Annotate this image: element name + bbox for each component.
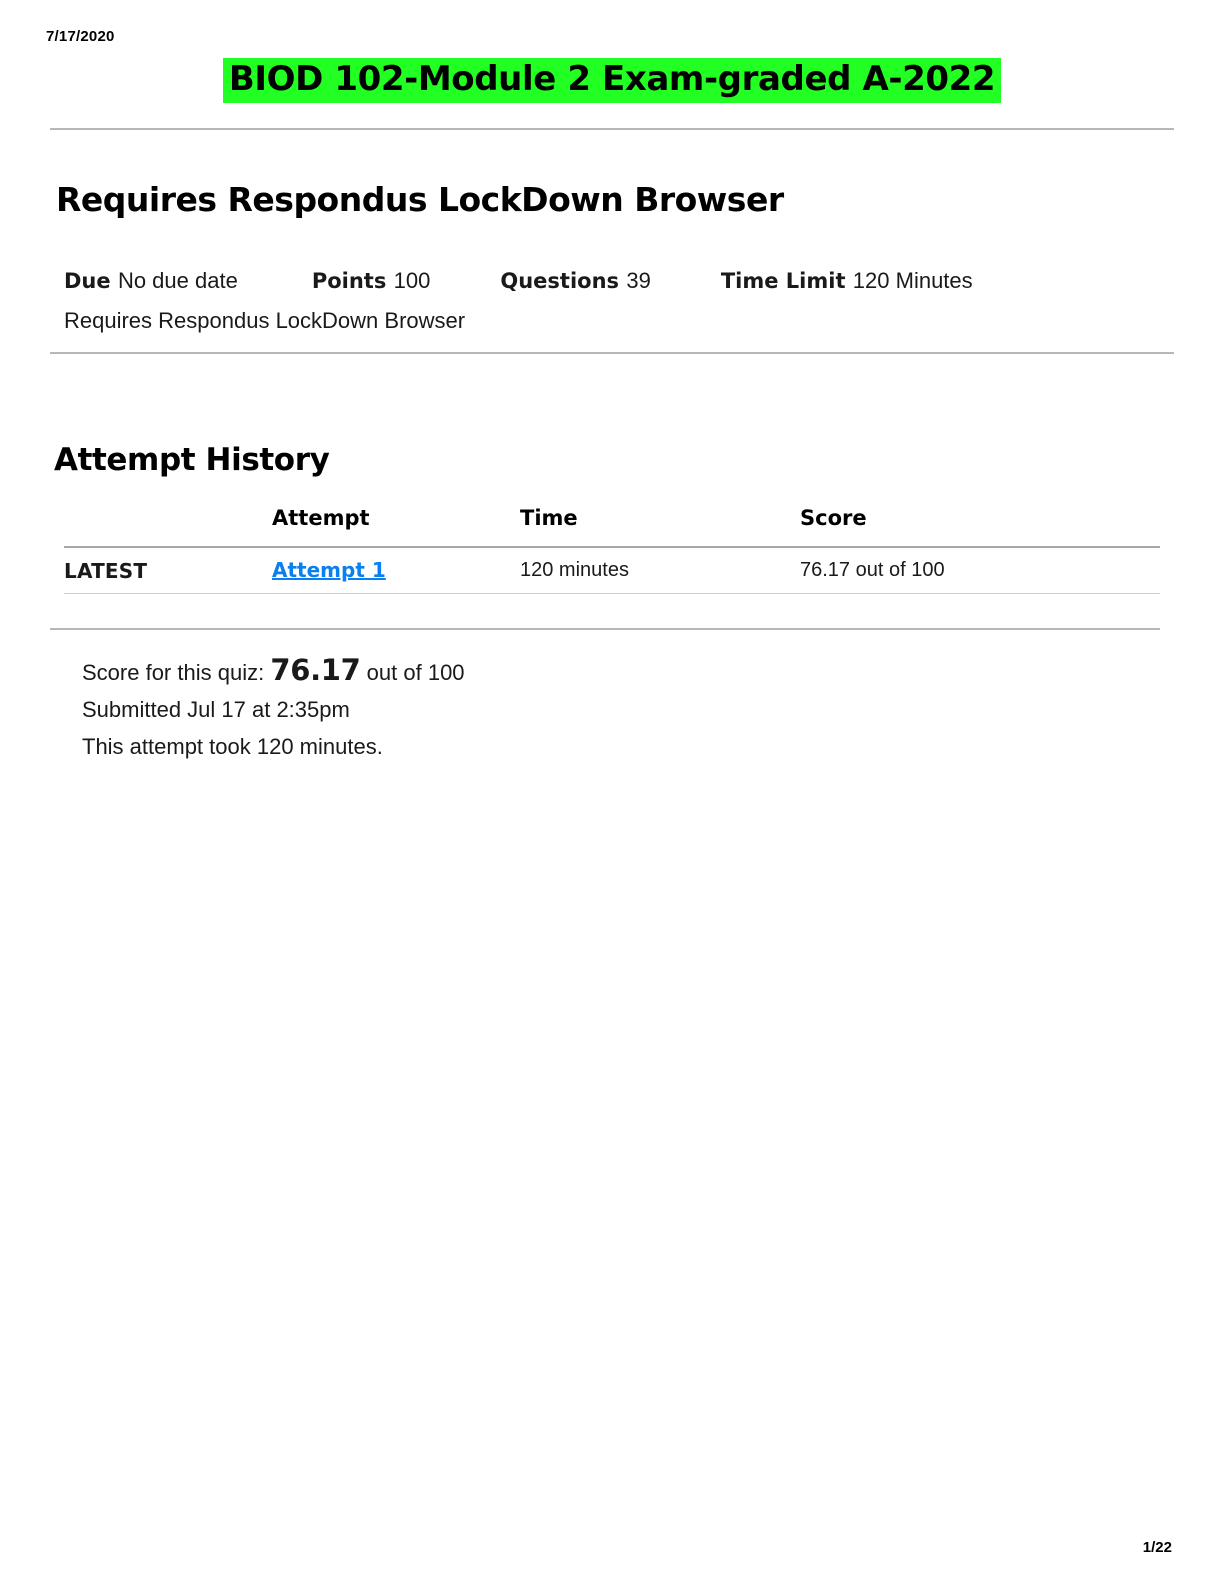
- table-divider-header: [64, 593, 1160, 594]
- summary-score-line: [82, 652, 465, 691]
- meta-time-limit: [721, 268, 973, 294]
- status-badge: LATEST: [64, 558, 148, 583]
- table-header-row: [64, 506, 1160, 544]
- attempt-score-cell: 76.17 out of 100: [800, 559, 945, 581]
- table-body: [64, 544, 1160, 595]
- divider-middle: [50, 352, 1174, 354]
- print-date: 7/17/2020: [46, 28, 115, 45]
- document-title-container: [0, 58, 1224, 103]
- meta-points-label: Points: [311, 269, 394, 293]
- attempt-link-cell[interactable]: [272, 544, 520, 595]
- column-header-score: Score: [800, 506, 867, 530]
- table-header: [64, 506, 1160, 544]
- attempt-history-table: [64, 506, 1160, 595]
- meta-time-limit-label: Time Limit: [720, 269, 853, 293]
- column-header-attempt: Attempt: [272, 506, 370, 530]
- divider-below-table: [50, 628, 1160, 630]
- column-header-time: Time: [520, 506, 578, 530]
- summary-score-suffix: out of 100: [366, 660, 465, 685]
- column-header-blank: [64, 506, 272, 544]
- meta-questions-label: Questions: [500, 269, 627, 293]
- divider-top: [50, 128, 1174, 130]
- quiz-heading: Requires Respondus LockDown Browser: [56, 180, 784, 219]
- attempt-history-title: Attempt History: [54, 442, 330, 478]
- attempt-time-cell: 120 minutes: [520, 559, 629, 581]
- page-number: 1/22: [1142, 1539, 1172, 1556]
- summary-score-prefix: Score for this quiz:: [82, 660, 265, 685]
- meta-questions: [500, 268, 650, 294]
- meta-points: [312, 268, 431, 294]
- meta-due-label: Due: [64, 269, 118, 293]
- summary-duration: This attempt took 120 minutes.: [82, 734, 383, 759]
- summary-submitted: Submitted Jul 17 at 2:35pm: [82, 697, 350, 722]
- requirement-note: Requires Respondus LockDown Browser: [64, 308, 466, 333]
- quiz-meta-row: [64, 268, 973, 294]
- meta-time-limit-value: 120 Minutes: [852, 268, 973, 293]
- table-divider-top: [64, 546, 1160, 548]
- meta-points-value: 100: [393, 268, 431, 293]
- page-title: BIOD 102-Module 2 Exam-graded A-2022: [223, 58, 1001, 103]
- summary-score-value: 76.17: [270, 653, 361, 687]
- meta-questions-value: 39: [626, 268, 651, 293]
- quiz-summary: [82, 652, 465, 765]
- meta-due: [64, 268, 238, 294]
- attempt-1-link[interactable]: Attempt 1: [272, 558, 386, 582]
- table-row: [64, 544, 1160, 595]
- meta-due-value: No due date: [117, 268, 238, 293]
